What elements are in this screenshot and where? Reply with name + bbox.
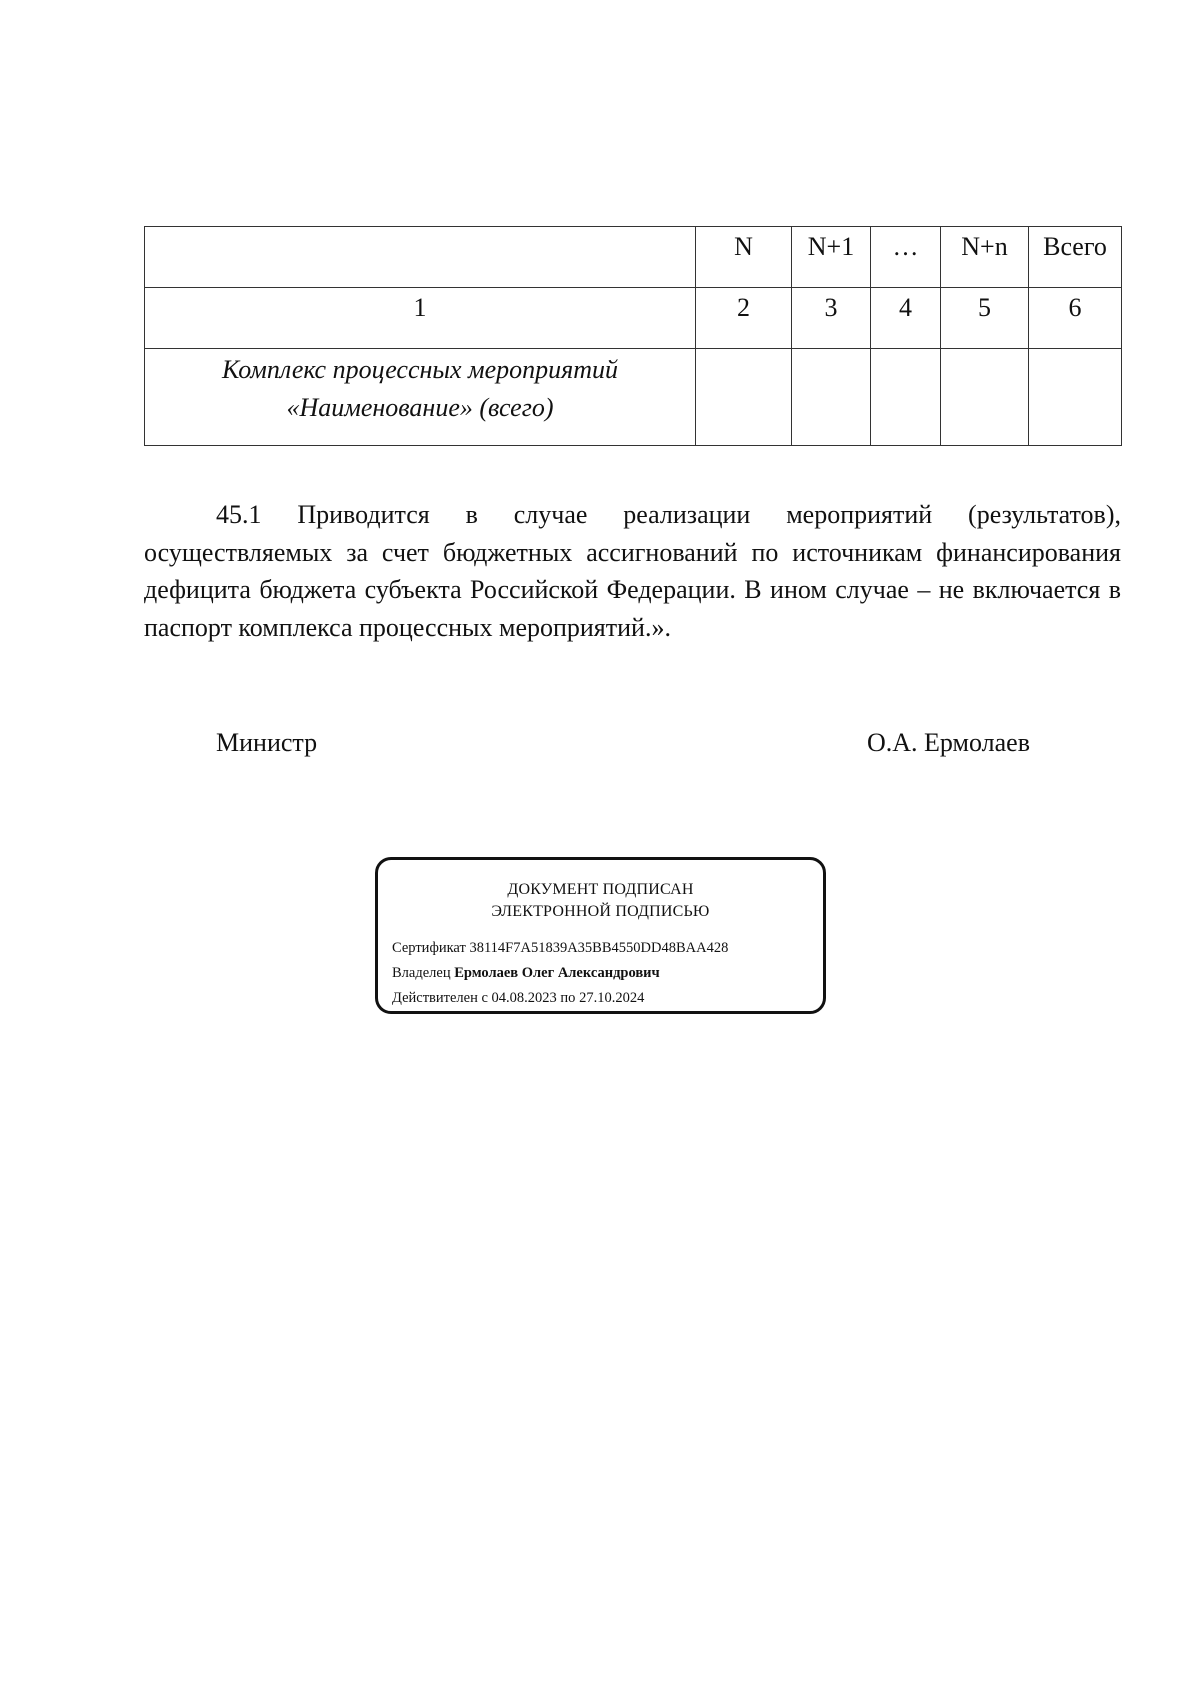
number-cell: 6 [1029,288,1122,349]
header-cell-n: N [696,227,792,288]
cert-label: Сертификат [392,940,466,956]
number-cell: 5 [941,288,1029,349]
valid-to-label: по [560,990,576,1006]
stamp-title-line: ЭЛЕКТРОННОЙ ПОДПИСЬЮ [491,903,710,920]
value-cell [696,349,792,446]
number-cell: 3 [792,288,871,349]
item-name-cell [145,349,696,446]
stamp-certificate [392,938,728,958]
number-cell: 1 [145,288,696,349]
owner-value: Ермолаев Олег Александрович [454,965,660,981]
header-cell-ellipsis: … [871,227,941,288]
signatory-name: О.А. Ермолаев [867,728,1030,757]
item-name-line: «Наименование» (всего) [286,393,554,422]
header-cell-total: Всего [1029,227,1122,288]
item-name-line: Комплекс процессных мероприятий [221,355,619,384]
table-header-row [145,227,1122,288]
stamp-owner [392,963,660,983]
finance-table [144,226,1122,446]
table-number-row [145,288,1122,349]
e-signature-stamp [375,857,826,1014]
value-cell [1029,349,1122,446]
header-cell-n-plus-n: N+n [941,227,1029,288]
header-cell-name [145,227,696,288]
table-row [145,349,1122,446]
valid-from-label: с [481,990,488,1006]
cert-value: 38114F7A51839A35BB4550DD48BAA428 [469,940,729,956]
stamp-validity [392,988,644,1008]
footnote-paragraph: 45.1 Приводится в случае реализации мероприятий (результатов), осуществляемых за счет бюджетных ассигнований по источникам финансирования дефицита бюджета субъекта Российской Федерации. В ином случае – не включается в паспорт комплекса процессных мероприятий.». [144,500,1121,642]
value-cell [792,349,871,446]
stamp-title-line: ДОКУМЕНТ ПОДПИСАН [507,881,694,898]
valid-label: Действителен [392,990,478,1006]
value-cell [941,349,1029,446]
owner-label: Владелец [392,965,451,981]
valid-from: 04.08.2023 [491,990,557,1006]
header-cell-n-plus-1: N+1 [792,227,871,288]
value-cell [871,349,941,446]
valid-to: 27.10.2024 [579,990,645,1006]
stamp-title [378,879,823,923]
number-cell: 4 [871,288,941,349]
number-cell: 2 [696,288,792,349]
signatory-role: Министр [216,728,318,757]
